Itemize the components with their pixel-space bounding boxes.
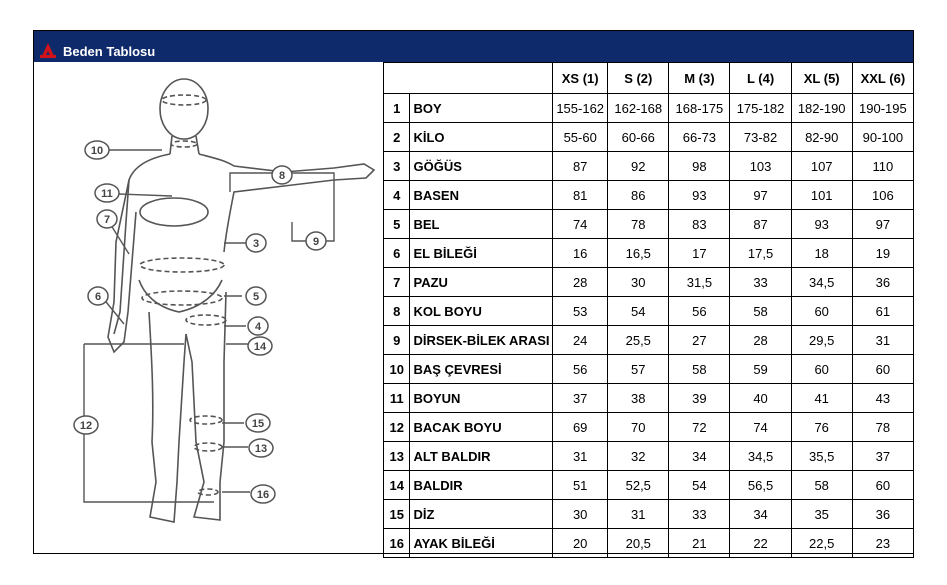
measurement-value: 22,5: [791, 529, 852, 558]
measurement-value: 33: [669, 500, 730, 529]
measurement-value: 31: [852, 326, 913, 355]
measurement-value: 17,5: [730, 239, 791, 268]
measurement-value: 27: [669, 326, 730, 355]
measurement-value: 98: [669, 152, 730, 181]
measurement-value: 51: [553, 471, 608, 500]
measurement-value: 31,5: [669, 268, 730, 297]
row-number: 12: [384, 413, 410, 442]
measurement-value: 30: [608, 268, 669, 297]
measurement-value: 39: [669, 384, 730, 413]
svg-text:11: 11: [101, 188, 113, 200]
measurement-value: 54: [669, 471, 730, 500]
table-row: [384, 239, 914, 268]
table-row: [384, 297, 914, 326]
measurement-value: 69: [553, 413, 608, 442]
measurement-value: 61: [852, 297, 913, 326]
measurement-value: 60: [852, 471, 913, 500]
callout-4: [248, 317, 268, 335]
measurement-value: 86: [608, 181, 669, 210]
measurement-name: KİLO: [410, 123, 553, 152]
measurement-value: 19: [852, 239, 913, 268]
measurement-name: BAŞ ÇEVRESİ: [410, 355, 553, 384]
measurement-value: 34: [669, 442, 730, 471]
svg-text:10: 10: [90, 145, 104, 157]
callout-10: [85, 141, 109, 159]
measurement-value: 106: [852, 181, 913, 210]
size-chart-frame: [33, 30, 914, 554]
measurement-value: 60: [852, 355, 913, 384]
page-title: Beden Tablosu: [63, 44, 156, 59]
measurement-value: 83: [669, 210, 730, 239]
measurement-value: 107: [791, 152, 852, 181]
measurement-value: 168-175: [669, 94, 730, 123]
measurement-name: DİRSEK-BİLEK ARASI: [410, 326, 553, 355]
size-column-header: XXL (6): [852, 63, 913, 94]
measurement-name: BOYUN: [410, 384, 553, 413]
measurement-value: 182-190: [791, 94, 852, 123]
measurement-name: BALDIR: [410, 471, 553, 500]
row-number: 8: [384, 297, 410, 326]
measurement-value: 25,5: [608, 326, 669, 355]
measurement-value: 97: [852, 210, 913, 239]
measurement-name: BASEN: [410, 181, 553, 210]
measurement-value: 40: [730, 384, 791, 413]
measurement-value: 55-60: [553, 123, 608, 152]
row-number: 9: [384, 326, 410, 355]
size-column-header: XL (5): [791, 63, 852, 94]
svg-text:4: 4: [254, 321, 262, 333]
row-number: 15: [384, 500, 410, 529]
body-measurement-figure: [34, 62, 383, 553]
measurement-value: 78: [608, 210, 669, 239]
measurement-value: 60-66: [608, 123, 669, 152]
measurement-value: 78: [852, 413, 913, 442]
measurement-value: 33: [730, 268, 791, 297]
measurement-value: 24: [553, 326, 608, 355]
row-number: 11: [384, 384, 410, 413]
measurement-value: 36: [852, 268, 913, 297]
body-outline-illustration: [34, 62, 383, 553]
measurement-value: 59: [730, 355, 791, 384]
measurement-value: 16,5: [608, 239, 669, 268]
measurement-name: PAZU: [410, 268, 553, 297]
svg-text:6: 6: [94, 291, 102, 303]
measurement-value: 20,5: [608, 529, 669, 558]
measurement-name: BACAK BOYU: [410, 413, 553, 442]
table-row: [384, 210, 914, 239]
header-blank-cell: [384, 63, 553, 94]
measurement-name: KOL BOYU: [410, 297, 553, 326]
table-row: [384, 123, 914, 152]
measurement-value: 54: [608, 297, 669, 326]
svg-text:13: 13: [254, 443, 268, 455]
callout-15: [246, 414, 270, 432]
callout-3: [246, 234, 266, 252]
measurement-value: 41: [791, 384, 852, 413]
measurement-value: 35,5: [791, 442, 852, 471]
measurement-value: 20: [553, 529, 608, 558]
measurement-value: 87: [730, 210, 791, 239]
measurement-value: 31: [553, 442, 608, 471]
measurement-value: 190-195: [852, 94, 913, 123]
svg-text:9: 9: [312, 236, 320, 248]
row-number: 1: [384, 94, 410, 123]
measurement-value: 72: [669, 413, 730, 442]
svg-text:5: 5: [252, 291, 260, 303]
measurement-value: 22: [730, 529, 791, 558]
measurement-value: 60: [791, 297, 852, 326]
measurement-value: 37: [852, 442, 913, 471]
measurement-value: 34,5: [791, 268, 852, 297]
measurement-value: 56: [553, 355, 608, 384]
measurement-value: 28: [553, 268, 608, 297]
measurement-value: 32: [608, 442, 669, 471]
measurement-value: 34: [730, 500, 791, 529]
measurement-value: 23: [852, 529, 913, 558]
measurement-name: BOY: [410, 94, 553, 123]
svg-text:3: 3: [252, 238, 260, 250]
measurement-value: 21: [669, 529, 730, 558]
measurement-callouts: [74, 141, 326, 503]
table-header-row: [384, 63, 914, 94]
callout-8: [272, 166, 292, 184]
measurement-name: GÖĞÜS: [410, 152, 553, 181]
measurement-value: 82-90: [791, 123, 852, 152]
table-row: [384, 355, 914, 384]
size-column-header: L (4): [730, 63, 791, 94]
measurement-value: 110: [852, 152, 913, 181]
measurement-value: 56,5: [730, 471, 791, 500]
measurement-value: 87: [553, 152, 608, 181]
measurement-value: 175-182: [730, 94, 791, 123]
measurement-value: 17: [669, 239, 730, 268]
measurement-value: 74: [730, 413, 791, 442]
size-column-header: XS (1): [553, 63, 608, 94]
measurement-value: 38: [608, 384, 669, 413]
measurement-value: 81: [553, 181, 608, 210]
measurement-value: 43: [852, 384, 913, 413]
svg-text:16: 16: [256, 489, 270, 501]
measurement-name: BEL: [410, 210, 553, 239]
measurement-value: 35: [791, 500, 852, 529]
measurement-value: 58: [669, 355, 730, 384]
row-number: 5: [384, 210, 410, 239]
measurement-name: DİZ: [410, 500, 553, 529]
measurement-value: 30: [553, 500, 608, 529]
measurement-name: ALT BALDIR: [410, 442, 553, 471]
callout-14: [248, 337, 272, 355]
measurement-value: 60: [791, 355, 852, 384]
measurement-value: 57: [608, 355, 669, 384]
measurement-value: 53: [553, 297, 608, 326]
measurement-value: 93: [791, 210, 852, 239]
callout-16: [251, 485, 275, 503]
measurement-value: 162-168: [608, 94, 669, 123]
size-column-header: S (2): [608, 63, 669, 94]
measurement-value: 29,5: [791, 326, 852, 355]
measurement-value: 52,5: [608, 471, 669, 500]
callout-11: [95, 184, 119, 202]
measurement-name: EL BİLEĞİ: [410, 239, 553, 268]
svg-text:8: 8: [278, 170, 286, 182]
table-row: [384, 471, 914, 500]
measurement-value: 31: [608, 500, 669, 529]
measurement-value: 70: [608, 413, 669, 442]
callout-13: [249, 439, 273, 457]
measurement-value: 90-100: [852, 123, 913, 152]
measurement-value: 73-82: [730, 123, 791, 152]
measurement-value: 58: [791, 471, 852, 500]
row-number: 3: [384, 152, 410, 181]
measurement-value: 101: [791, 181, 852, 210]
measurement-value: 16: [553, 239, 608, 268]
table-row: [384, 384, 914, 413]
row-number: 6: [384, 239, 410, 268]
table-row: [384, 152, 914, 181]
measurement-value: 93: [669, 181, 730, 210]
measurement-value: 97: [730, 181, 791, 210]
row-number: 14: [384, 471, 410, 500]
row-number: 7: [384, 268, 410, 297]
svg-text:14: 14: [253, 341, 267, 353]
measurement-value: 34,5: [730, 442, 791, 471]
table-row: [384, 500, 914, 529]
table-row: [384, 529, 914, 558]
size-column-header: M (3): [669, 63, 730, 94]
callout-9: [306, 232, 326, 250]
measurement-name: AYAK BİLEĞİ: [410, 529, 553, 558]
measurement-value: 56: [669, 297, 730, 326]
brand-logo-icon: [39, 41, 57, 59]
title-bar: [34, 31, 913, 62]
measurement-value: 76: [791, 413, 852, 442]
svg-text:15: 15: [251, 418, 265, 430]
measurement-value: 155-162: [553, 94, 608, 123]
svg-text:7: 7: [103, 214, 111, 226]
row-number: 4: [384, 181, 410, 210]
callout-5: [246, 287, 266, 305]
row-number: 10: [384, 355, 410, 384]
measurement-value: 58: [730, 297, 791, 326]
callout-7: [97, 210, 117, 228]
size-table: [383, 62, 914, 558]
measurement-value: 36: [852, 500, 913, 529]
callout-6: [88, 287, 108, 305]
measurement-value: 28: [730, 326, 791, 355]
measurement-value: 37: [553, 384, 608, 413]
measurement-value: 66-73: [669, 123, 730, 152]
table-row: [384, 94, 914, 123]
table-row: [384, 268, 914, 297]
table-row: [384, 413, 914, 442]
row-number: 2: [384, 123, 410, 152]
measurement-value: 18: [791, 239, 852, 268]
row-number: 16: [384, 529, 410, 558]
svg-text:12: 12: [79, 420, 93, 432]
measurement-value: 92: [608, 152, 669, 181]
row-number: 13: [384, 442, 410, 471]
table-row: [384, 326, 914, 355]
table-row: [384, 181, 914, 210]
measurement-value: 74: [553, 210, 608, 239]
measurement-value: 103: [730, 152, 791, 181]
table-row: [384, 442, 914, 471]
callout-12: [74, 416, 98, 434]
